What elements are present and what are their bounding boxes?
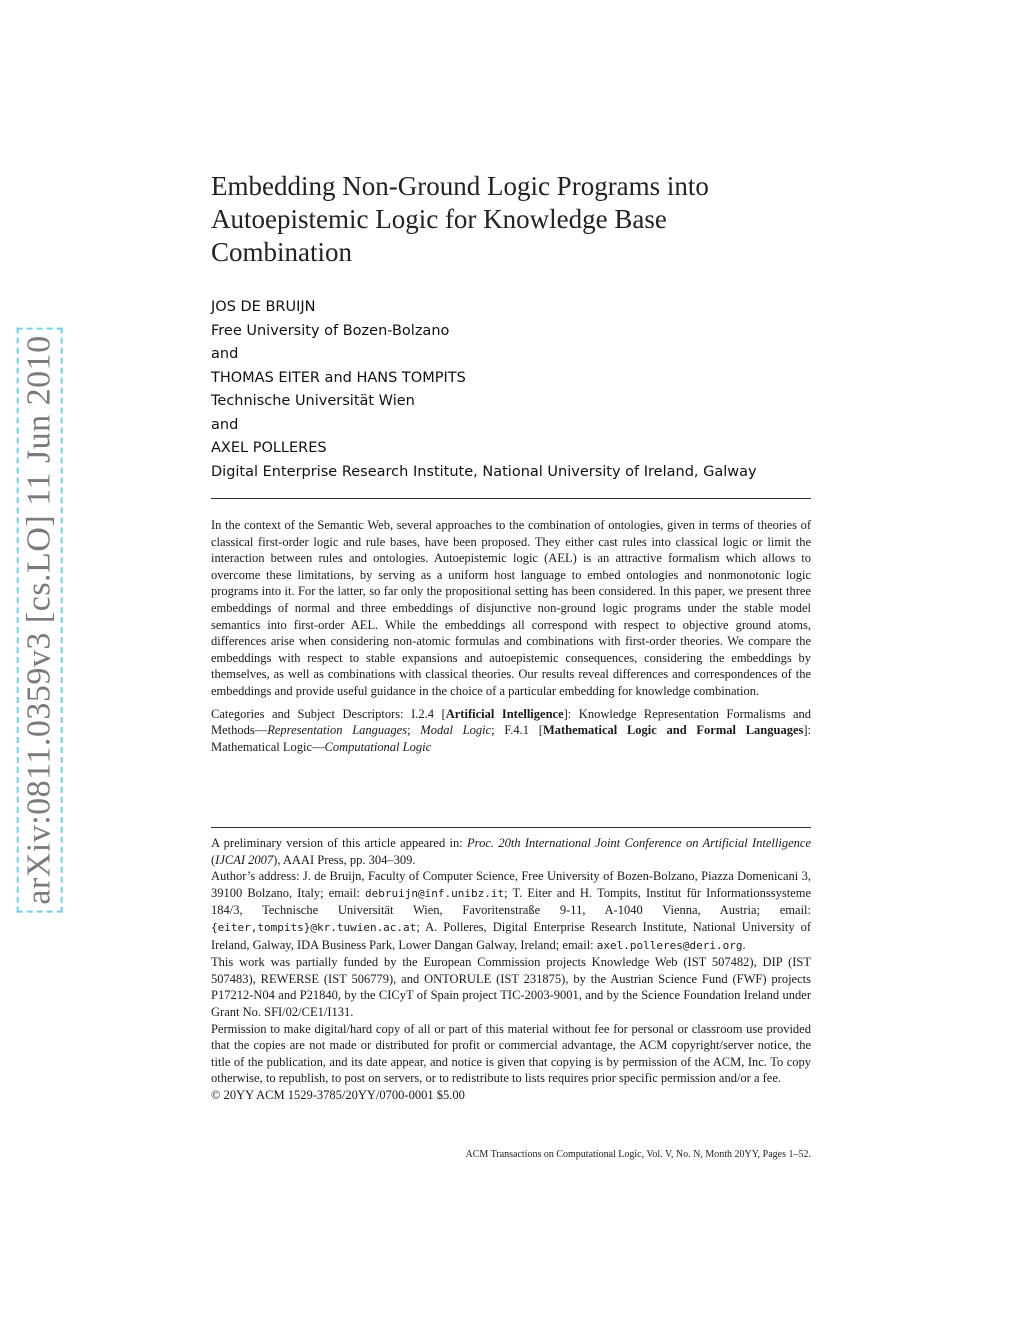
note-text: ; T. Eiter and H. Tompits, Institut für Informationssysteme 184/3, Technische Universität Wien, Favoritenstraße 9-11, A-1040 Vienna, Austria; email: (211, 885, 811, 918)
author-affiliation: Technische Universität Wien (211, 393, 415, 409)
categories-text: ]: Mathematical Logic— (211, 723, 812, 754)
category-italic: Modal Logic (420, 723, 492, 738)
categories-text: ; F.4.1 [ (491, 723, 543, 738)
arxiv-identifier-text: arXiv:0811.0359v3 [cs.LO] 11 Jun 2010 (17, 327, 63, 912)
author-name: THOMAS EITER and HANS TOMPITS (211, 369, 466, 386)
category-italic: Computational Logic (324, 739, 432, 754)
abstract-top-rule (211, 498, 811, 499)
note-text: A preliminary version of this article appeared in: (211, 836, 468, 850)
category-italic: Representation Languages (267, 723, 408, 738)
conference-acronym: IJCAI 2007 (215, 852, 274, 867)
abstract-text: In the context of the Semantic Web, several approaches to the combination of ontologies, given in terms of theories of classical first-order logic and rule bases, have been proposed. They either cast rules into classical logic or limit the interaction between rules and ontologies. Autoepistemic logic (AEL) is an attractive formalism which allows to overcome these limitations, by serving as a uniform host language to embed ontologies and nonmonotonic logic programs into it. For the latter, so far only the propositional setting has been considered. In this paper, we present three embeddings of normal and three embeddings of disjunctive non-ground logic programs under the stable model semantics into first-order AEL. While the embeddings all correspond with respect to objective ground atoms, differences arise when considering non-atomic formulas and combinations with first-order theories. We compare the embeddings with respect to stable expansions and autoepistemic consequences, considering the embeddings by themselves, as well as combinations with classical theories. Our results reveal differences and correspondences of the embeddings and provide useful guidance in the choice of a particular embedding for knowledge combination. (211, 518, 811, 698)
author-block (211, 296, 811, 484)
note-text: Author’s address: J. de Bruijn, Faculty of Computer Science, Free University of Bozen-Bolzano, Piazza Domenicani 3, 39100 Bolzano, Italy; email: (211, 869, 811, 900)
proceedings-name: Proc. 20th International Joint Conference on Artificial Intelligence (467, 836, 811, 850)
copyright-line: © 20YY ACM 1529-3785/20YY/0700-0001 $5.00 (211, 1087, 465, 1102)
author-affiliation: Digital Enterprise Research Institute, National University of Ireland, Galway (211, 463, 757, 480)
abstract-section (211, 517, 811, 755)
paper-title: Embedding Non-Ground Logic Programs into Autoepistemic Logic for Knowledge Base Combination (211, 171, 709, 267)
categories-text: Categories and Subject Descriptors: I.2.4 [ (211, 706, 446, 721)
note-text: ), AAAI Press, pp. 304–309. (273, 852, 416, 867)
preliminary-version-note (211, 835, 811, 868)
categories-text: ]: Knowledge Representation Formalisms and Methods— (211, 706, 812, 738)
note-text: ( (211, 852, 216, 867)
author-affiliation: Free University of Bozen-Bolzano (211, 322, 450, 339)
category-bold: Artificial Intelligence (445, 706, 564, 721)
permission-note: Permission to make digital/hard copy of all or part of this material without fee for personal or classroom use provided that the copies are not made or distributed for profit or commercial advantage, the ACM copyright/server notice, the title of the publication, and its date appear, and notice is given that copying is by permission of the ACM, Inc. To copy otherwise, to republish, to post on servers, or to redistribute to lists requires prior specific permission and/or a fee. (211, 1021, 811, 1086)
arxiv-identifier-stamp (18, 330, 62, 910)
email-address: {eiter,tompits}@kr.tuwien.ac.at (211, 920, 417, 934)
email-address: debruijn@inf.unibz.it (365, 886, 505, 900)
journal-footer: ACM Transactions on Computational Logic, Vol. V, No. N, Month 20YY, Pages 1–52. (465, 1149, 811, 1160)
categories-descriptors (211, 706, 811, 756)
author-name: JOS DE BRUIJN (211, 299, 316, 315)
note-text: . (742, 937, 746, 952)
author-separator: and (211, 416, 239, 433)
funding-note: This work was partially funded by the European Commission projects Knowledge Web (IST 507482), DIP (IST 507483), REWERSE (IST 506779), and ONTORULE (IST 231875), by the Austrian Science Fund (FWF) projects P17212-N04 and P21840, by the CICyT of Spain project TIC-2003-9001, and by the Science Foundation Ireland under Grant No. SFI/02/CE1/I131. (211, 955, 811, 1019)
email-address: axel.polleres@deri.org (596, 938, 743, 952)
categories-text: ; (407, 723, 421, 738)
footnotes-section (211, 835, 811, 1104)
category-bold: Mathematical Logic and Formal Languages (542, 723, 804, 738)
author-name: AXEL POLLERES (211, 440, 327, 456)
footnote-rule (211, 827, 811, 828)
note-text: ; A. Polleres, Digital Enterprise Research Institute, National University of Ireland, Galway, IDA Business Park, Lower Dangan Galway, Ireland; email: (211, 919, 811, 952)
author-address-note (211, 868, 811, 954)
author-separator: and (211, 346, 239, 362)
